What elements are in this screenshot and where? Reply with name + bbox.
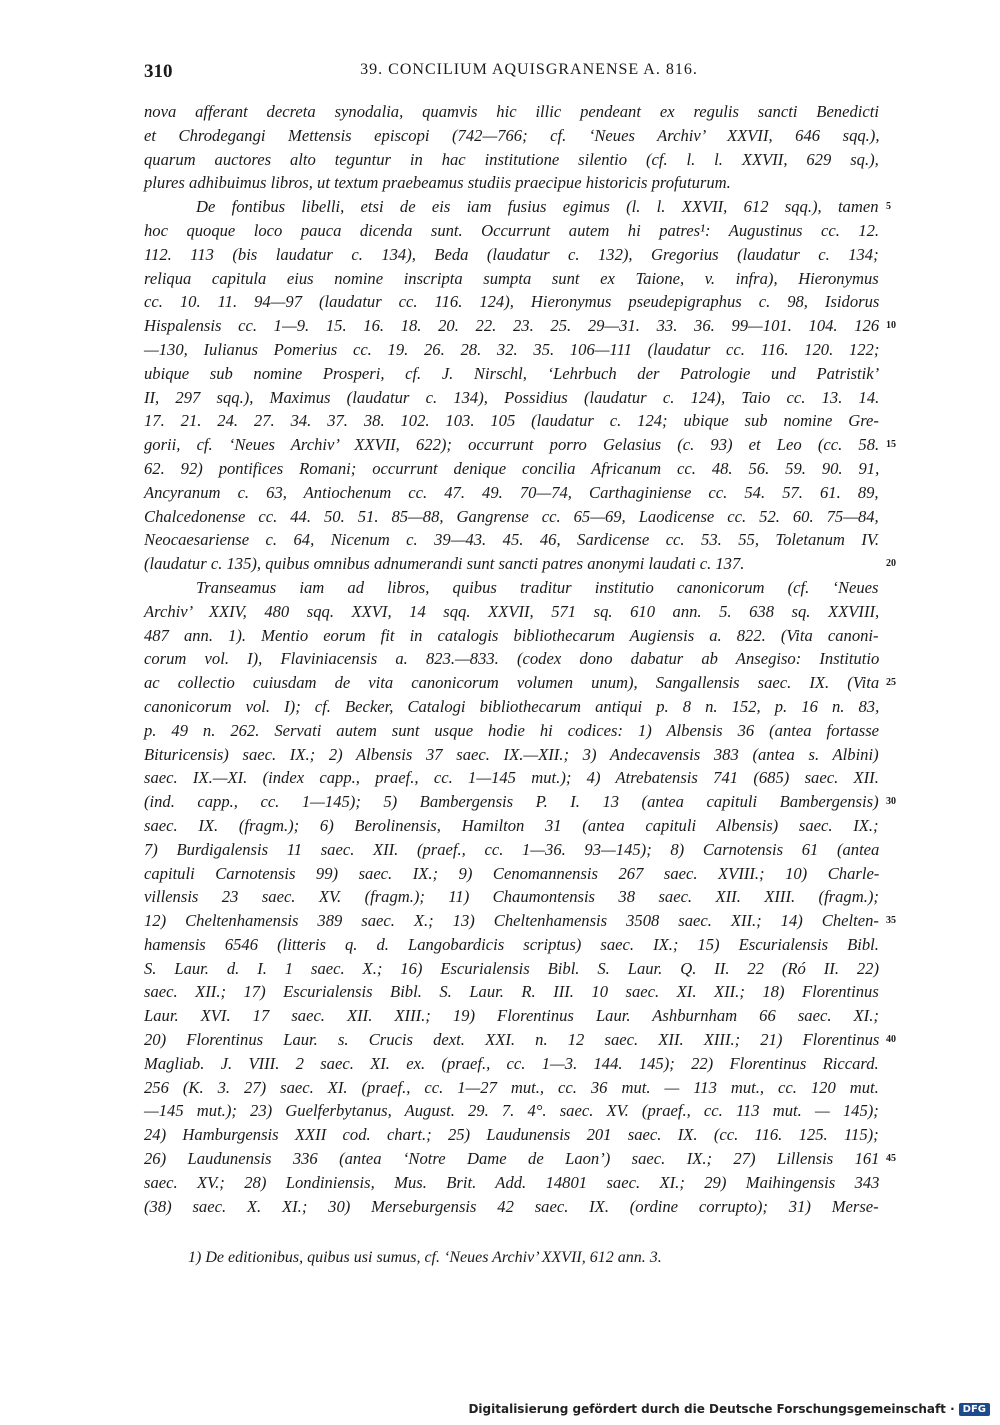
text-line (144, 1195, 879, 1219)
text-line-content: 487 ann. 1). Mentio eorum fit in catalogis bibliothecarum Augiensis a. 822. (Vita canoni- (144, 625, 879, 645)
text-line-content: 17. 21. 24. 27. 34. 37. 38. 102. 103. 105 (laudatur c. 124; ubique sub nomine Gre- (144, 411, 879, 431)
credit-text: Digitalisierung gefördert durch die Deutsche Forschungsgemeinschaft · (468, 1402, 955, 1416)
text-line (144, 957, 879, 981)
text-line (144, 338, 879, 362)
text-line-content: saec. XV.; 28) Londiniensis, Mus. Brit. Add. 14801 saec. XI.; 29) Maihingensis 343 (144, 1172, 880, 1192)
line-number: 20 (886, 558, 896, 570)
text-line (144, 433, 896, 457)
text-line (144, 314, 896, 338)
line-number: 5 (886, 201, 891, 213)
text-line-content: Magliab. J. VIII. 2 saec. XI. ex. (praef., cc. 1—3. 144. 145); 22) Florentinus Riccard. (144, 1053, 879, 1073)
text-line (144, 743, 879, 767)
text-line-content: 7) Burdigalensis 11 saec. XII. (praef., cc. 1—36. 93—145); 8) Carnotensis 61 (antea (144, 839, 880, 859)
text-line (144, 1123, 879, 1147)
text-line-content: (laudatur c. 135), quibus omnibus adnumerandi sunt sancti patres anonymi laudati c. 137. (144, 554, 745, 574)
text-line (144, 100, 879, 124)
text-line-content: —130, Iulianus Pomerius cc. 19. 26. 28. 32. 35. 106—111 (laudatur cc. 116. 120. 122; (144, 339, 880, 359)
text-line-content: nova afferant decreta synodalia, quamvis hic illic pendeant ex regulis sancti Benedicti (144, 102, 879, 121)
text-line (144, 624, 879, 648)
text-line-content: 62. 92) pontifices Romani; occurrunt denique concilia Africanum cc. 48. 56. 59. 90. 91, (144, 458, 880, 478)
text-line-content: Bituricensis) saec. IX.; 2) Albensis 37 saec. IX.—XII.; 3) Andecavensis 383 (antea s. Albini) (144, 744, 879, 764)
text-line (144, 148, 879, 172)
text-line (144, 695, 879, 719)
text-line-content: Transeamus iam ad libros, quibus traditur institutio canonicorum (cf. ‘Neues (196, 577, 879, 597)
running-title: 39. CONCILIUM AQUISGRANENSE A. 816. (360, 61, 698, 78)
line-number: 40 (886, 1034, 896, 1046)
text-line (144, 171, 879, 195)
text-line (144, 409, 879, 433)
text-line (144, 267, 879, 291)
text-line (144, 1076, 879, 1100)
text-line-content: saec. XII.; 17) Escurialensis Bibl. S. Laur. R. III. 10 saec. XI. XII.; 18) Florentinus (144, 982, 879, 1002)
text-line (144, 1052, 879, 1076)
text-line (144, 481, 879, 505)
text-line (144, 1004, 879, 1028)
text-line-content: Laur. XVI. 17 saec. XII. XIII.; 19) Florentinus Laur. Ashburnham 66 saec. XI.; (144, 1006, 879, 1026)
text-line (144, 1171, 879, 1195)
text-line (144, 647, 879, 671)
text-line (144, 362, 879, 386)
text-line-content: Archiv’ XXIV, 480 sqq. XXVI, 14 sqq. XXVII, 571 sq. 610 ann. 5. 638 sq. XXVIII, (144, 601, 880, 621)
text-line (144, 838, 879, 862)
text-line-content: p. 49 n. 262. Servati autem sunt usque hodie hi codices: 1) Albensis 36 (antea fortasse (144, 720, 880, 740)
text-line (144, 814, 879, 838)
text-line (144, 600, 879, 624)
text-line-content: Ancyranum c. 63, Antiochenum cc. 47. 49. 70—74, Carthaginiense cc. 54. 57. 61. 89, (144, 482, 879, 502)
text-line-content: saec. IX. (fragm.); 6) Berolinensis, Hamilton 31 (antea capituli Albensis) saec. IX.; (144, 815, 879, 835)
text-line-content: 24) Hamburgensis XXII cod. chart.; 25) Laudunensis 201 saec. IX. (cc. 116. 125. 115); (144, 1125, 879, 1145)
text-line-content: Neocaesariense c. 64, Nicenum c. 39—43. 45. 46, Sardicense cc. 53. 55, Toletanum IV. (144, 530, 880, 550)
text-line (144, 885, 879, 909)
text-line-content: plures adhibuimus libros, ut textum praebeamus studiis praecipue historicis profuturum. (144, 173, 731, 193)
text-line-content: hoc quoque loco pauca dicenda sunt. Occurrunt autem hi patres¹: Augustinus cc. 12. (144, 220, 880, 240)
digitization-credit (468, 1399, 990, 1419)
dfg-logo: DFG (959, 1403, 990, 1416)
text-line-content: (38) saec. X. XI.; 30) Merseburgensis 42 saec. IX. (ordine corrupto); 31) Merse- (144, 1196, 879, 1216)
footnote: 1) De editionibus, quibus usi sumus, cf. ‘Neues Archiv’ XXVII, 612 ann. 3. (188, 1249, 662, 1266)
line-number: 10 (886, 320, 896, 332)
text-line-content: capituli Carnotensis 99) saec. IX.; 9) Cenomannensis 267 saec. XVIII.; 10) Charle- (144, 863, 880, 883)
text-line-content: ac collectio cuiusdam de vita canonicorum volumen unum), Sangallensis saec. IX. (Vita (144, 673, 880, 693)
text-line (144, 671, 896, 695)
text-line (144, 909, 896, 933)
text-line (144, 766, 879, 790)
text-line-content: (ind. capp., cc. 1—145); 5) Bambergensis P. I. 13 (antea capituli Bambergensis) (144, 792, 879, 812)
text-line-content: 112. 113 (bis laudatur c. 134), Beda (laudatur c. 132), Gregorius (laudatur c. 134; (144, 244, 879, 264)
text-line (144, 576, 879, 600)
page-number: 310 (144, 61, 173, 82)
text-line-content: canonicorum vol. I); cf. Becker, Catalogi bibliothecarum antiqui p. 8 n. 152, p. 16 n. 83, (144, 696, 880, 716)
line-number: 30 (886, 796, 896, 808)
text-line-content: quarum auctores alto teguntur in hac institutione silentio (cf. l. l. XXVII, 629 sq.), (144, 149, 879, 169)
text-line (144, 790, 896, 814)
text-line (144, 980, 879, 1004)
line-number: 45 (886, 1153, 896, 1165)
text-line-content: 20) Florentinus Laur. s. Crucis dext. XXI. n. 12 saec. XII. XIII.; 21) Florentinus (144, 1030, 880, 1050)
text-line-content: —145 mut.); 23) Guelferbytanus, August. 29. 7. 4°. saec. XV. (praef., cc. 113 mut. — 145); (144, 1101, 879, 1121)
page-header (144, 61, 879, 87)
text-line (144, 505, 879, 529)
text-line-content: reliqua capitula eius nomine inscripta sumpta sunt ex Taione, v. infra), Hieronymus (144, 268, 879, 288)
text-line (144, 719, 879, 743)
text-line-content: 12) Cheltenhamensis 389 saec. X.; 13) Cheltenhamensis 3508 saec. XII.; 14) Chelten- (144, 911, 879, 931)
text-line-content: corum vol. I), Flaviniacensis a. 823.—833. (codex dono dabatur ab Ansegiso: Institutio (144, 649, 880, 669)
text-line (144, 1028, 896, 1052)
line-number: 35 (886, 915, 896, 927)
text-line (144, 457, 879, 481)
text-line-content: gorii, cf. ‘Neues Archiv’ XXVII, 622); occurrunt porro Gelasius (c. 93) et Leo (cc. 58. (144, 435, 880, 455)
line-number: 15 (886, 439, 896, 451)
text-line (144, 243, 879, 267)
text-line (144, 195, 891, 219)
text-line-content: villensis 23 saec. XV. (fragm.); 11) Chaumontensis 38 saec. XII. XIII. (fragm.); (144, 887, 879, 907)
text-line-content: Chalcedonense cc. 44. 50. 51. 85—88, Gangrense cc. 65—69, Laodicense cc. 52. 60. 75—84, (144, 506, 879, 526)
text-line-content: Hispalensis cc. 1—9. 15. 16. 18. 20. 22. 23. 25. 29—31. 33. 36. 99—101. 104. 126 (144, 316, 880, 336)
text-line (144, 219, 879, 243)
text-line (144, 862, 879, 886)
text-line-content: 256 (K. 3. 27) saec. XI. (praef., cc. 1—27 mut., cc. 36 mut. — 113 mut., cc. 120 mut. (144, 1077, 879, 1097)
text-line-content: cc. 10. 11. 94—97 (laudatur cc. 116. 124), Hieronymus pseudepigraphus c. 98, Isidorus (144, 292, 880, 312)
text-line-content: hamensis 6546 (litteris q. d. Langobardicis scriptus) saec. IX.; 15) Escurialensis Bibl. (144, 934, 879, 954)
text-line (144, 552, 896, 576)
text-line-content: II, 297 sqq.), Maximus (laudatur c. 134), Possidius (laudatur c. 124), Taio cc. 13. 14. (144, 387, 880, 407)
text-line (144, 1147, 896, 1171)
text-line (144, 290, 879, 314)
line-number: 25 (886, 677, 896, 689)
text-line (144, 386, 879, 410)
text-line (144, 1099, 879, 1123)
text-line-content: et Chrodegangi Mettensis episcopi (742—766; cf. ‘Neues Archiv’ XXVII, 646 sqq.), (144, 125, 880, 145)
text-line-content: 26) Laudunensis 336 (antea ‘Notre Dame de Laon’) saec. IX.; 27) Lillensis 161 (144, 1149, 880, 1169)
text-line (144, 528, 879, 552)
text-line (144, 933, 879, 957)
text-line (144, 124, 879, 148)
text-line-content: De fontibus libelli, etsi de eis iam fusius egimus (l. l. XXVII, 612 sqq.), tamen (196, 197, 879, 217)
text-line-content: saec. IX.—XI. (index capp., praef., cc. 1—145 mut.); 4) Atrebatensis 741 (685) saec. XII. (144, 768, 879, 788)
text-line-content: S. Laur. d. I. 1 saec. X.; 16) Escurialensis Bibl. S. Laur. Q. II. 22 (Ró II. 22) (144, 958, 879, 978)
main-text (144, 100, 896, 1218)
text-line-content: ubique sub nomine Prosperi, cf. J. Nirschl, ‘Lehrbuch der Patrologie und Patristik’ (144, 363, 880, 383)
